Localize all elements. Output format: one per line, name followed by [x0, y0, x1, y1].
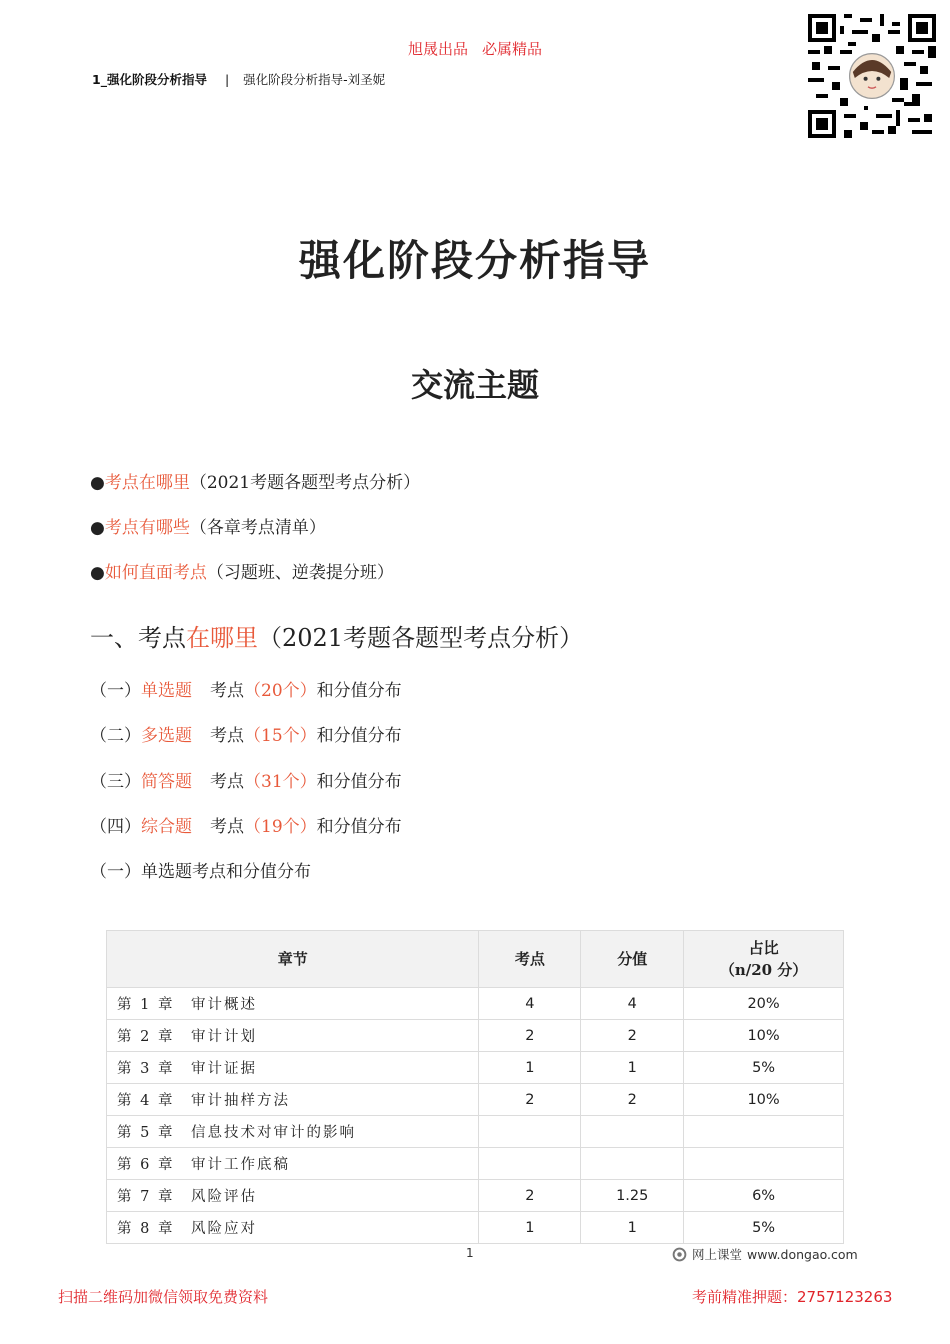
item-rest: 和分值分布: [316, 772, 402, 792]
cell-ratio: 10%: [684, 1084, 844, 1116]
table-row: [107, 1212, 844, 1244]
running-header: [92, 70, 385, 88]
qr-code: [808, 14, 936, 138]
bullet-item: [90, 558, 394, 583]
cell-ratio: 20%: [684, 988, 844, 1020]
cell-chapter: 第 4 章 审计抽样方法: [107, 1084, 479, 1116]
cell-score: [581, 1116, 684, 1148]
cell-points: 1: [479, 1212, 581, 1244]
item-count: （15个）: [244, 726, 317, 746]
section-highlight: 在哪里: [186, 624, 258, 652]
cell-points: 4: [479, 988, 581, 1020]
table-row: [107, 1180, 844, 1212]
footer-right: 考前精准押题：2757123263: [692, 1288, 893, 1306]
site-name: 网上课堂: [692, 1247, 743, 1262]
bullet-item: [90, 513, 326, 538]
cell-points: 2: [479, 1084, 581, 1116]
header-course: 强化阶段分析指导-刘圣妮: [243, 72, 386, 87]
page-number: 1: [466, 1246, 474, 1260]
item-number: （四）: [90, 817, 141, 837]
item-rest: 和分值分布: [316, 817, 402, 837]
item-rest: 和分值分布: [316, 681, 402, 701]
cell-score: 1: [581, 1212, 684, 1244]
item-label: 考点: [210, 726, 244, 746]
cell-chapter: 第 7 章 风险评估: [107, 1180, 479, 1212]
header-points: 考点: [479, 931, 581, 988]
table-row: [107, 1084, 844, 1116]
cell-chapter: 第 2 章 审计计划: [107, 1020, 479, 1052]
item-type: 综合题: [141, 817, 192, 837]
cell-score: 1: [581, 1052, 684, 1084]
item-type: 简答题: [141, 772, 192, 792]
cell-ratio: 5%: [684, 1052, 844, 1084]
item-number: （三）: [90, 772, 141, 792]
table-header-row: [107, 931, 844, 988]
cell-ratio: 10%: [684, 1020, 844, 1052]
footer-left: 扫描二维码加微信领取免费资料: [58, 1288, 269, 1306]
section-prefix: 一、考点: [90, 624, 186, 652]
cell-points: 2: [479, 1180, 581, 1212]
brand-left: 旭晟出品: [407, 40, 468, 58]
document-title: 强化阶段分析指导: [298, 236, 651, 285]
bullet-dot: ●: [90, 473, 105, 493]
item-label: 考点: [210, 817, 244, 837]
cell-ratio: [684, 1116, 844, 1148]
question-type-item: [90, 676, 402, 701]
dongao-logo-icon: [672, 1247, 687, 1262]
cell-ratio: 5%: [684, 1212, 844, 1244]
table-row: [107, 988, 844, 1020]
cell-score: 2: [581, 1020, 684, 1052]
cell-points: 1: [479, 1052, 581, 1084]
bullet-highlight: 如何直面考点: [104, 563, 207, 583]
question-type-item: [90, 812, 402, 837]
header-separator: |: [224, 72, 230, 87]
table-row: [107, 1020, 844, 1052]
site-watermark: [672, 1245, 858, 1263]
cell-chapter: 第 5 章 信息技术对审计的影响: [107, 1116, 479, 1148]
cell-chapter: 第 6 章 审计工作底稿: [107, 1148, 479, 1180]
question-type-item: [90, 767, 402, 792]
document-subtitle: 交流主题: [410, 366, 539, 404]
bullet-highlight: 考点在哪里: [104, 473, 190, 493]
cell-ratio: 6%: [684, 1180, 844, 1212]
bullet-dot: ●: [90, 518, 105, 538]
section-rest: （2021考题各题型考点分析）: [258, 624, 584, 652]
cell-score: 2: [581, 1084, 684, 1116]
table-caption: （一）单选题考点和分值分布: [90, 862, 311, 882]
cell-points: [479, 1116, 581, 1148]
header-score: 分值: [581, 931, 684, 988]
cell-score: [581, 1148, 684, 1180]
item-type: 多选题: [141, 726, 192, 746]
header-ratio: [684, 931, 844, 988]
bullet-item: [90, 468, 420, 493]
section-heading: [90, 618, 583, 653]
item-rest: 和分值分布: [316, 726, 402, 746]
header-ratio-line2: （n/20 分）: [719, 961, 808, 979]
item-number: （二）: [90, 726, 141, 746]
cell-chapter: 第 1 章 审计概述: [107, 988, 479, 1020]
item-label: 考点: [210, 681, 244, 701]
bullet-text: （各章考点清单）: [189, 518, 326, 538]
table-row: [107, 1116, 844, 1148]
site-url: www.dongao.com: [747, 1246, 858, 1262]
cell-chapter: 第 3 章 审计证据: [107, 1052, 479, 1084]
question-type-item: [90, 721, 402, 746]
cell-ratio: [684, 1148, 844, 1180]
cell-points: 2: [479, 1020, 581, 1052]
item-count: （31个）: [244, 772, 317, 792]
bullet-highlight: 考点有哪些: [104, 518, 190, 538]
bullet-dot: ●: [90, 563, 105, 583]
score-distribution-table: [106, 930, 844, 1244]
item-count: （19个）: [244, 817, 317, 837]
cell-score: 1.25: [581, 1180, 684, 1212]
header-chapter: 章节: [107, 931, 479, 988]
brand-right: 必属精品: [482, 40, 543, 58]
table-row: [107, 1052, 844, 1084]
header-section: 1_强化阶段分析指导: [92, 72, 207, 87]
cell-chapter: 第 8 章 风险应对: [107, 1212, 479, 1244]
cell-points: [479, 1148, 581, 1180]
bullet-text: （习题班、逆袭提分班）: [206, 563, 394, 583]
item-type: 单选题: [141, 681, 192, 701]
item-number: （一）: [90, 681, 141, 701]
cell-score: 4: [581, 988, 684, 1020]
header-ratio-line1: 占比: [748, 939, 779, 957]
bullet-text: （2021考题各题型考点分析）: [189, 473, 421, 493]
item-count: （20个）: [244, 681, 317, 701]
table-row: [107, 1148, 844, 1180]
item-label: 考点: [210, 772, 244, 792]
